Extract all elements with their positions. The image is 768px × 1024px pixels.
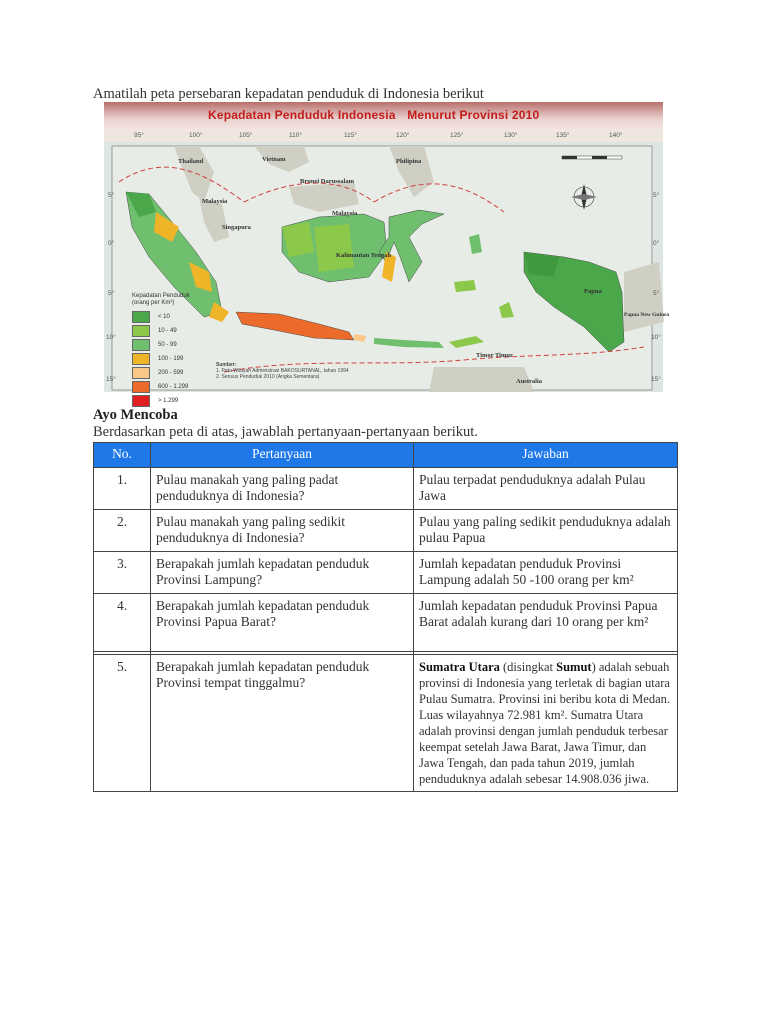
question-cell: Berapakah jumlah kepadatan penduduk Provinsi tempat tinggalmu?	[151, 655, 414, 792]
map-title-bar	[104, 102, 663, 130]
answer-text: ) adalah sebuah provinsi di Indonesia yang terletak di bagian utara Pulau Sumatra. Provinsi ini beribu kota di Medan. Luas wilayahnya 72.981 km². Sumatra Utara adalah provinsi dengan jumlah penduduk terbesar keempat setelah Jawa Barat, Jawa Timur, dan Jawa Tengah, dan pada tahun 2019, jumlah penduduknya adalah sebesar 14.908.036 jiwa.	[419, 660, 671, 786]
legend-item	[132, 310, 202, 324]
table-row	[94, 552, 678, 594]
place-australia: Australia	[516, 378, 542, 385]
question-cell: Berapakah jumlah kepadatan penduduk Provinsi Lampung?	[151, 552, 414, 594]
place-malaysia: Malaysia	[202, 198, 228, 205]
legend-swatch	[132, 353, 150, 365]
scale-bar-icon	[562, 156, 622, 159]
lat-label-right: 15°	[651, 376, 661, 383]
lat-label-left: 15°	[106, 376, 116, 383]
header-question: Pertanyaan	[151, 443, 414, 468]
island-seram	[454, 280, 476, 292]
lon-label: 100°	[189, 132, 203, 139]
question-cell: Pulau manakah yang paling sedikit penduduknya di Indonesia?	[151, 510, 414, 552]
map-legend	[132, 293, 202, 408]
section-title: Ayo Mencoba	[93, 407, 178, 423]
legend-item	[132, 324, 202, 338]
row-number: 5.	[94, 655, 151, 792]
legend-item	[132, 338, 202, 352]
legend-label: 200 - 599	[158, 370, 184, 376]
answer-text: (disingkat	[499, 660, 557, 674]
place-png: Papua New Guinea	[624, 312, 670, 318]
lat-label-left: 10°	[106, 334, 116, 341]
source-line: 2. Sensus Penduduk 2010 (Angka Sementara)	[216, 374, 320, 380]
legend-swatch	[132, 367, 150, 379]
table-row	[94, 655, 678, 792]
legend-swatch	[132, 381, 150, 393]
lat-label-left: 5°	[108, 192, 115, 199]
map-source	[216, 362, 349, 380]
lat-label-right: 5°	[653, 192, 660, 199]
lat-label-right: 10°	[651, 334, 661, 341]
table-row	[94, 468, 678, 510]
lon-label: 125°	[450, 132, 464, 139]
source-line: 1. Peta Wilayah Administrasi BAKOSURTANAL, tahun 1994	[216, 368, 349, 374]
legend-item	[132, 352, 202, 366]
answer-bold-province: Sumatra Utara	[419, 660, 500, 674]
answer-cell: Pulau terpadat penduduknya adalah Pulau Jawa	[414, 468, 678, 510]
place-malaysia-2: Malaysia	[332, 210, 358, 217]
legend-swatch	[132, 325, 150, 337]
lat-label-right: 5°	[653, 290, 660, 297]
map-title-left: Kepadatan Penduduk Indonesia	[208, 108, 396, 122]
place-singapore: Singapura	[222, 224, 251, 231]
legend-item	[132, 394, 202, 408]
qa-table	[93, 442, 678, 792]
population-density-map	[104, 102, 670, 404]
legend-item	[132, 380, 202, 394]
table-row	[94, 594, 678, 652]
table-header-row	[94, 443, 678, 468]
map-title-right: Menurut Provinsi 2010	[407, 108, 540, 122]
lon-label: 110°	[289, 132, 302, 139]
place-thailand: Thailand	[178, 158, 204, 165]
legend-label: 10 - 49	[158, 328, 177, 334]
question-cell: Pulau manakah yang paling padat penduduknya di Indonesia?	[151, 468, 414, 510]
legend-label: 50 - 99	[158, 342, 177, 348]
lon-label: 95°	[134, 132, 144, 139]
land-png	[624, 262, 664, 332]
header-answer: Jawaban	[414, 443, 678, 468]
place-vietnam: Vietnam	[262, 156, 286, 163]
lon-label: 105°	[239, 132, 253, 139]
question-cell: Berapakah jumlah kepadatan penduduk Provinsi Papua Barat?	[151, 594, 414, 652]
place-papua: Papua	[584, 288, 602, 295]
place-brunei: Brunei Darussalam	[300, 178, 354, 185]
intro-text: Amatilah peta persebaran kepadatan penduduk di Indonesia berikut	[93, 86, 484, 102]
longitude-scale	[104, 130, 663, 142]
place-philippines: Philipina	[396, 158, 422, 165]
row-number: 1.	[94, 468, 151, 510]
lon-label: 130°	[504, 132, 518, 139]
legend-swatch	[132, 311, 150, 323]
row-number: 3.	[94, 552, 151, 594]
place-timor: Timor Timur	[476, 352, 513, 359]
lon-label: 115°	[344, 132, 357, 139]
answer-cell: Jumlah kepadatan penduduk Provinsi Lampung adalah 50 -100 orang per km²	[414, 552, 678, 594]
lat-label-left: 0°	[108, 240, 115, 247]
legend-label: 100 - 199	[158, 356, 184, 362]
source-title: Sumber:	[216, 362, 237, 368]
answer-cell: Pulau yang paling sedikit penduduknya adalah pulau Papua	[414, 510, 678, 552]
legend-swatch	[132, 339, 150, 351]
lon-label: 140°	[609, 132, 623, 139]
legend-item	[132, 366, 202, 380]
row-number: 2.	[94, 510, 151, 552]
place-kalimantan: Kalimantan Tengah	[336, 252, 392, 259]
legend-swatch	[132, 395, 150, 407]
table-row	[94, 510, 678, 552]
instruction-text: Berdasarkan peta di atas, jawablah pertanyaan-pertanyaan berikut.	[93, 424, 478, 440]
lon-label: 135°	[556, 132, 570, 139]
header-no: No.	[94, 443, 151, 468]
legend-label: > 1.299	[158, 398, 179, 404]
row-number: 4.	[94, 594, 151, 652]
lat-label-right: 0°	[653, 240, 660, 247]
lat-label-left: 5°	[108, 290, 115, 297]
region-kalteng	[314, 224, 354, 272]
lon-label: 120°	[396, 132, 410, 139]
legend-title: Kepadatan Penduduk (orang per Km²)	[132, 293, 190, 306]
answer-cell: Jumlah kepadatan penduduk Provinsi Papua Barat adalah kurang dari 10 orang per km²	[414, 594, 678, 652]
legend-label: 600 - 1.299	[158, 384, 189, 390]
map-title	[208, 108, 539, 122]
legend-label: < 10	[158, 314, 170, 320]
answer-cell	[414, 655, 678, 792]
answer-bold-abbrev: Sumut	[556, 660, 592, 674]
